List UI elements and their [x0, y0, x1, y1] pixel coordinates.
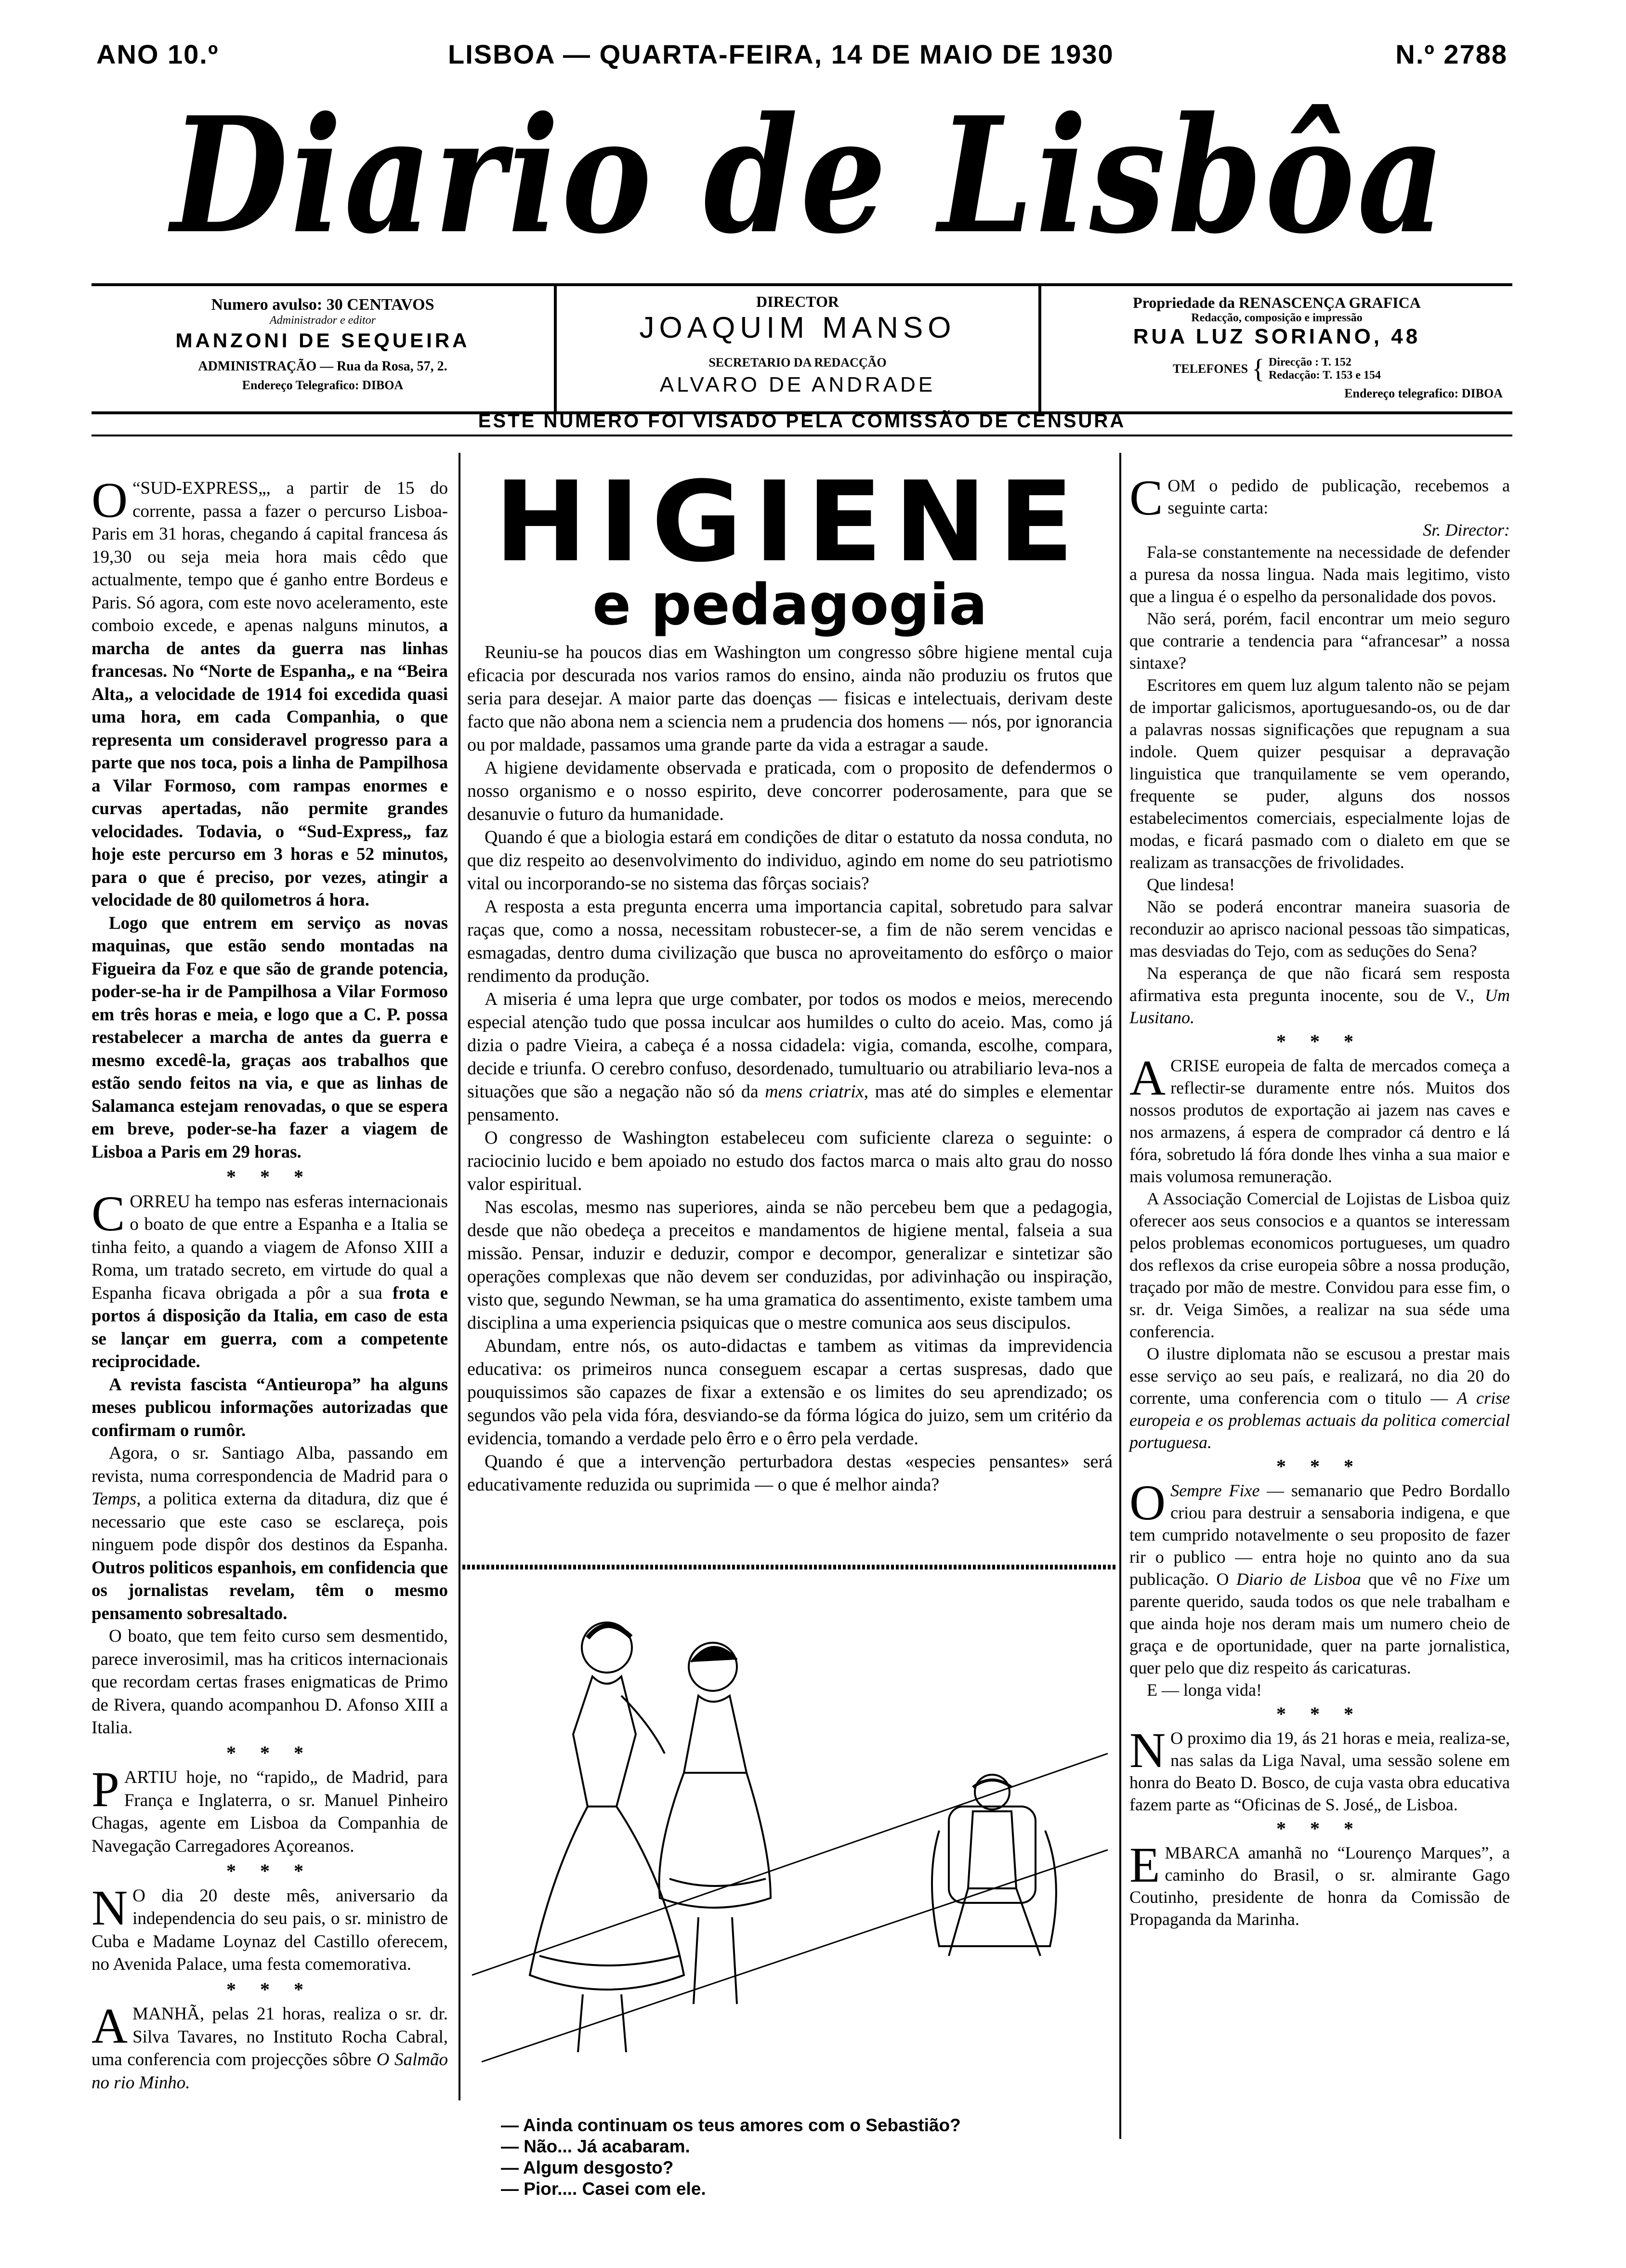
caption-line: — Ainda continuam os teus amores com o Sebastião?: [501, 2115, 961, 2135]
director-name: JOAQUIM MANSO: [639, 311, 956, 344]
caption-line: — Pior.... Casei com ele.: [501, 2179, 706, 2199]
left-column: O “SUD-EXPRESS„, a partir de 15 do corrente, passa a fazer o percurso Lisboa-Paris em 31 horas, chegando á capital francesa ás 19,30 ou seja meia hora mais cêdo que actualmente, tempo que é ganho entre Bordeus e Paris. Só agora, com este novo aceleramento, este comboio excede, e apenas nalguns minutos, a marcha de antes da guerra nas linhas francesas. No “Norte de Espanha„ e na “Beira Alta„ a velocidade de 1914 foi excedida quasi uma hora, em cada Companhia, o que representa um consideravel progresso para a parte que nos toca, pois a linha de Pampilhosa a Vilar Formoso, com rampas enormes e curvas apertadas, não permite grandes velocidades. Todavia, o “Sud-Express„ faz hoje este percurso em 3 horas e 52 minutos, para o que é preciso, por vezes, atingir a velocidade de 80 quilometros á hora. Logo que entrem em serviço as novas maquinas, que estão sendo montadas na Figueira da Foz e que são de grande potencia, poder-se-ha ir de Pampilhosa a Vilar Formoso em três horas e meia, e logo que a C. P. possa restabelecer a marcha de antes da guerra e mesmo excedê-la, graças aos trabalhos que estão sendo feitos na via, e que as linhas de Salamanca estejam renovadas, o que se espera em breve, poder-se-ha fazer a viagem de Lisboa a Paris em 29 horas. * * * CORREU ha tempo nas esferas internacionais o boato de que entre a Espanha e a Italia se tinha feito, a quando a viagem de Afonso XIII a Roma, um tratado secreto, em virtude do qual a Espanha ficava obrigada a pôr a sua frota e portos á disposição da Italia, em caso de esta se lançar em guerra, com a competente reciprocidade. A revista fascista “Antieuropa” ha alguns meses publicou informações autorizadas que confirmam o rumôr. Agora, o sr. Santiago Alba, passando em revista, numa correspondencia de Madrid para o Temps, a politica externa da ditadura, diz que é necessario que este caso se esclareça, pois ninguem pode dispôr dos destinos da Espanha. Outros politicos espanhois, em confidencia que os jornalistas revelam, têm o mesmo pensamento sobresaltado. O boato, que tem feito curso sem desmentido, parece inverosimil, mas ha criticos internacionais que recordam certas frases enigmaticas de Primo de Rivera, quando acompanhou D. Afonso XIII a Italia. * * * PARTIU hoje, no “rapido„ de Madrid, para França e Inglaterra, o sr. Manuel Pinheiro Chagas, agente em Lisboa da Companhia de Navegação Carregadores Açoreanos. * * * N O dia 20 deste mês, aniversario da independencia do seu pais, o sr. ministro de Cuba e Madame Loynaz del Castillo oferecem, no Avenida Palace, uma festa comemorativa. * * * AMANHÃ, pelas 21 horas, realiza o sr. dr. Silva Tavares, no Instituto Rocha Cabral, uma conferencia com projecções sôbre O Salmão no rio Minho.: [92, 477, 448, 2094]
secretary-name: ALVARO DE ANDRADE: [659, 373, 936, 396]
censorship-notice: ESTE NUMERO FOI VISADO PELA COMISSÃO DE CENSURA: [478, 410, 1126, 432]
column-rule-left: [459, 453, 460, 2100]
street: RUA LUZ SORIANO, 48: [1133, 325, 1421, 348]
cartoon-captions: [501, 2115, 1127, 2200]
subheadline: e pedagogia: [592, 571, 987, 638]
phone-1: Direcção : T. 152: [1268, 356, 1351, 369]
separator: * * *: [1276, 1703, 1363, 1725]
letter-salutation: Sr. Director:: [1423, 520, 1510, 540]
header-rule: [92, 435, 1512, 436]
owner: Propriedade da RENASCENÇA GRAFICA: [1133, 294, 1421, 311]
phones-label: TELEFONES: [1172, 362, 1248, 376]
phone-2: Redacção: T. 153 e 154: [1268, 369, 1381, 382]
caption-line: — Algum desgosto?: [501, 2158, 674, 2177]
separator: * * *: [1276, 1455, 1363, 1477]
cartoon-illustration: [462, 1580, 1122, 2110]
masthead-title: Diario de Lisbôa: [167, 82, 1447, 269]
masthead-logo: [159, 77, 1459, 270]
info-right: [1041, 286, 1512, 411]
issue-number: N.º 2788: [1395, 39, 1508, 69]
separator: * * *: [226, 1860, 313, 1882]
composition: Redacção, composição e impressão: [1191, 312, 1363, 324]
coutinho-article: EMBARCA amanhã no “Lourenço Marques”, a caminho do Brasil, o sr. almirante Gago Coutinho, presidente de honra da Comissão de Propaganda da Marinha.: [1129, 1837, 1510, 1929]
drop-cap: P: [92, 1762, 119, 1817]
headline: HIGIENE: [494, 458, 1086, 587]
phones: TELEFONES { Direcção : T. 152 Redacção: T. 153 e 154: [1172, 354, 1381, 384]
drop-cap: C: [92, 1186, 125, 1241]
admin-name: MANZONI DE SEQUEIRA: [175, 329, 470, 352]
caption-line: — Não... Já acabaram.: [501, 2136, 690, 2156]
info-box: [92, 283, 1512, 414]
liga-naval-article: N O proximo dia 19, ás 21 horas e meia, realiza-se, nas salas da Liga Naval, uma sessão solene em honra do Beato D. Bosco, de cuja vasta obra educativa fazem parte as “Oficinas de S. José„ de Lisboa.: [1129, 1723, 1510, 1814]
center-article: Reuniu-se ha poucos dias em Washington um congresso sôbre higiene mental cuja eficacia por descurada nos varios ramos do ensino, ainda não produziu os frutos que seria para desejar. A maior parte das doenças — fisicas e intelectuais, derivam deste facto que não abona nem a sciencia nem a prudencia dos homens — nós, por ignorancia ou por maldade, passamos uma grande parte da vida a estragar a saude. A higiene devidamente observada e praticada, com o proposito de defendermos o nosso organismo e o nosso espirito, deve concorrer poderosamente, para que se desanuvie o futuro da humanidade. Quando é que a biologia estará em condições de ditar o estatuto da nossa conduta, no que diz respeito ao desenvolvimento do individuo, agindo em nome do seu patriotismo vital ou incorporando-se no sistema das fôrças sociais? A resposta a esta pregunta encerra uma importancia capital, sobretudo para salvar raças que, como a nossa, necessitam robustecer-se, a fim de não serem vencidas e esmagadas, dentro duma civilização que busca no aproveitamento do esfôrço o maior rendimento da produção. A miseria é uma lepra que urge combater, por todos os modos e meios, merecendo especial atenção tudo que possa inculcar aos humildes o culto do aceio. Mas, como já dizia o padre Vieira, a cabeça é a nossa cidadela: vigia, comanda, escolhe, compara, decide e triunfa. O cerebro confuso, desordenado, tumultuario ou atrabiliario leva-nos a situações que são a negação não só da mens criatrix, mas até do simples e elementar pensamento. O congresso de Washington estabeleceu com suficiente clareza o seguinte: o raciocinio lucido e bem apoiado no estudo dos factos marca o mais alto grau do nosso valor espiritual. Nas escolas, mesmo nas superiores, ainda se não percebeu bem que a pedagogia, desde que não obedeça a preceitos e mandamentos de higiene mental, falseia a sua missão. Pensar, induzir e deduzir, compor e decompor, generalizar e sintetizar são operações complexas que não devem ser conduzidas, por adivinhação ou inspiração, visto que, segundo Newman, se ha uma gramatica do assentimento, existe tambem uma disciplina a uma experiencia psiquicas que o mestre comunica aos seus discipulos. Abundam, entre nós, os auto-didactas e tambem as vitimas da imprevidencia educativa: os primeiros nunca conseguem escapar a certas suspresas, dado que pouquissimos são capazes de fixar a extensão e os limites do seu aprendizado; os segundos vão pela vida fóra, desviando-se da fórma lógica do juizo, sem um critério da evidencia, tomando a verdade pelo êrro e o êrro pela verdade. Quando é que a intervenção perturbadora destas «especies pensantes» será educativamente reduzida ou suprimida — o que é melhor ainda?: [467, 642, 1113, 1495]
price: Numero avulso: 30 CENTAVOS: [211, 296, 434, 314]
left-telegraph: Endereço Telegrafico: DIBOA: [242, 378, 404, 392]
separator: * * *: [226, 1978, 313, 2000]
year-label: ANO 10.º: [96, 39, 219, 69]
letter-article: COM o pedido de publicação, recebemos a seguinte carta:: [1129, 470, 1510, 526]
drop-cap: N: [92, 1880, 128, 1936]
spain-italy-article: CORREU ha tempo nas esferas internacionais o boato de que entre a Espanha e a Italia se tinha feito, a quando a viagem de Afonso XIII a Roma, um tratado secreto, em virtude do qual a Espanha ficava obrigada a pôr a sua frota e portos á disposição da Italia, em caso de esta se lançar em guerra, com a competente reciprocidade.: [92, 1186, 448, 1371]
separator: * * *: [1276, 1030, 1363, 1052]
secretary-label: SECRETARIO DA REDACÇÃO: [708, 356, 887, 369]
dateline: LISBOA — QUARTA-FEIRA, 14 DE MAIO DE 1930: [448, 39, 1114, 69]
sempre-fixe-article: O Sempre Fixe — semanario que Pedro Bordallo criou para destruir a sensaboria indigena, e que tem cumprido notavelmente o seu proposito de fazer rir o publico — entra hoje no quinto ano da sua publicação. O Diario de Lisboa que vê no Fixe um parente querido, sauda todos os que nele trabalham e que ainda hoje nos deram mais um numero cheio de graça e de oportunidade, quer na parte jornalistica, quer pelo que diz respeito ás caricaturas.: [1129, 1475, 1510, 1677]
admin-role: Administrador e editor: [270, 314, 376, 327]
cartoon-border: [462, 1565, 1117, 1569]
info-center: [557, 286, 1038, 411]
cuba-article: N O dia 20 deste mês, aniversario da independencia do seu pais, o sr. ministro de Cuba e Madame Loynaz del Castillo oferecem, no Avenida Palace, uma festa comemorativa.: [92, 1880, 448, 1974]
drop-cap: E: [1129, 1837, 1160, 1893]
drop-cap: O: [1129, 1475, 1166, 1530]
cartoon-drawing: [462, 1580, 1122, 2110]
separator: * * *: [1276, 1818, 1363, 1839]
sud-express-article: O “SUD-EXPRESS„, a partir de 15 do corrente, passa a fazer o percurso Lisboa-Paris em 31 horas, chegando á capital francesa ás 19,30 ou seja meia hora mais cêdo que actualmente, tempo que é ganho entre Bordeus e Paris. Só agora, com este novo aceleramento, este comboio excede, e apenas nalguns minutos, a marcha de antes da guerra nas linhas francesas. No “Norte de Espanha„ e na “Beira Alta„ a velocidade de 1914 foi excedida quasi uma hora, em cada Companhia, o que representa um consideravel progresso para a parte que nos toca, pois a linha de Pampilhosa a Vilar Formoso, com rampas enormes e curvas apertadas, não permite grandes velocidades. Todavia, o “Sud-Express„ faz hoje este percurso em 3 horas e 52 minutos, para o que é preciso, por vezes, atingir a velocidade de 80 quilometros á hora.: [92, 473, 448, 910]
right-telegraph: Endereço telegrafico: DIBOA: [1344, 386, 1503, 400]
chagas-article: PARTIU hoje, no “rapido„ de Madrid, para França e Inglaterra, o sr. Manuel Pinheiro Chagas, agente em Lisboa da Companhia de Navegação Carregadores Açoreanos.: [92, 1762, 448, 1856]
admin-address: ADMINISTRAÇÃO — Rua da Rosa, 57, 2.: [198, 359, 447, 374]
info-left: [92, 286, 554, 411]
conference-article: AMANHÃ, pelas 21 horas, realiza o sr. dr. Silva Tavares, no Instituto Rocha Cabral, uma conferencia com projecções sôbre O Salmão no rio Minho.: [92, 1998, 448, 2093]
drop-cap: C: [1129, 470, 1163, 526]
drop-cap: A: [1129, 1050, 1166, 1106]
separator: * * *: [226, 1741, 313, 1764]
drop-cap: A: [92, 1998, 128, 2054]
top-line: [92, 39, 1512, 72]
drop-cap: O: [92, 473, 128, 528]
director-label: DIRECTOR: [756, 293, 839, 310]
separator: * * *: [226, 1166, 313, 1187]
right-column: COM o pedido de publicação, recebemos a seguinte carta: Sr. Director: Fala-se constantemente na necessidade de defender a puresa da nossa lingua. Nada mais legitimo, visto que a lingua é o espelho da personalidade dos povos. Não será, porém, facil encontrar um meio seguro que contrarie a tendencia para “afrancesar” a nossa sintaxe? Escritores em quem luz algum talento não se pejam de importar galicismos, aportuguesando-os, ou de dar a palavras nossas significações que repugnam a sua indole. Quem quizer pesquisar a depravação linguistica que tranquilamente se vem operando, frequente se puder, alguns dos nossos estabelecimentos comerciais, especialmente lojas de modas, e ficará pasmado com o dialeto em que se realizam as transacções de frivolidades. Que lindesa! Não se poderá encontrar maneira suasoria de reconduzir ao aprisco nacional pessoas tão simpaticas, mas desviadas do Tejo, com as seduções do Sena? Na esperança de que não ficará sem resposta afirmativa esta pregunta inocente, sou de V., Um Lusitano. * * * ACRISE europeia de falta de mercados começa a reflectir-se duramente entre nós. Muitos dos nossos produtos de exportação ai jazem nas caves e nos armazens, á espera de comprador cá dentro e lá fóra, sobretudo lá fóra donde lhes vinha a sua maior e mais volumosa remuneração. A Associação Comercial de Lojistas de Lisboa quiz oferecer aos seus consocios e a quantos se interessam pelos problemas economicos portugueses, um quadro dos reflexos da crise europeia sôbre a nossa produção, traçado por mão de mestre. Convidou para esse fim, o sr. dr. Veiga Simões, a realizar na sua séde uma conferencia. O ilustre diplomata não se escusou a prestar mais esse serviço ao seu país, e realizará, no dia 20 do corrente, uma conferencia com o titulo — A crise europeia e os problemas actuais da politica comercial portuguesa. * * * O Sempre Fixe — semanario que Pedro Bordallo criou para destruir a sensaboria indigena, e que tem cumprido notavelmente o seu proposito de fazer rir o publico — entra hoje no quinto ano da sua publicação. O Diario de Lisboa que vê no Fixe um parente querido, sauda todos os que nele trabalham e que ainda hoje nos deram mais um numero cheio de graça e de oportunidade, quer na parte jornalistica, quer pelo que diz respeito ás caricaturas. E — longa vida! * * * N O proximo dia 19, ás 21 horas e meia, realiza-se, nas salas da Liga Naval, uma sessão solene em honra do Beato D. Bosco, de cuja vasta obra educativa fazem parte as “Oficinas de S. José„ de Lisboa. * * * EMBARCA amanhã no “Lourenço Marques”, a caminho do Brasil, o sr. almirante Gago Coutinho, presidente de honra da Comissão de Propaganda da Marinha.: [1129, 475, 1510, 1930]
crisis-article: ACRISE europeia de falta de mercados começa a reflectir-se duramente entre nós. Muitos dos nossos produtos de exportação ai jazem nas caves e nos armazens, á espera de comprador cá dentro e lá fóra, sobretudo lá fóra donde lhes vinha a sua maior e mais volumosa remuneração.: [1129, 1050, 1510, 1186]
masthead: [159, 77, 1459, 270]
drop-cap: N: [1129, 1723, 1166, 1778]
